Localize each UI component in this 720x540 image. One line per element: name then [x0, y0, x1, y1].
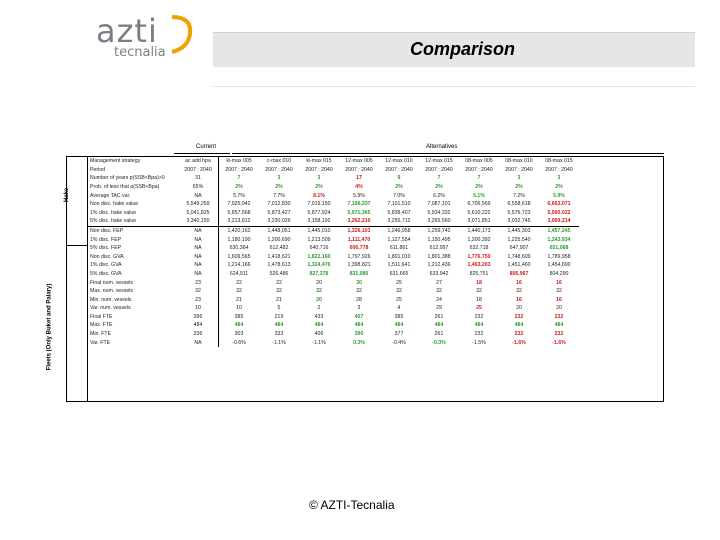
table-cell: 261	[434, 331, 444, 338]
table-cell: 20	[556, 305, 562, 312]
table-cell: 9	[397, 175, 401, 182]
side-label-hake: Hake	[64, 187, 71, 203]
table-cell: 08-max 015	[539, 157, 579, 166]
table-cell: 16	[516, 279, 522, 286]
table-cell: 1,801,388	[427, 253, 451, 260]
table-cell: -0.4%	[392, 339, 406, 346]
table-cell: 21	[236, 296, 242, 303]
table-cell: 630,364	[229, 245, 249, 252]
table-cell: 1,478,613	[267, 262, 291, 269]
table-cell: 484	[354, 322, 364, 329]
table-cell: 3	[517, 175, 521, 182]
table-cell: 484	[234, 322, 244, 329]
table-cell: 1,822,160	[307, 253, 331, 260]
table-cell: 3	[277, 175, 281, 182]
table-cell: 396	[178, 313, 219, 322]
table-cell: 5.9%	[353, 192, 365, 199]
table-cell: 08-max 010	[499, 157, 539, 166]
table-cell: 32	[556, 288, 562, 295]
row-label: Max. FTE	[90, 322, 113, 329]
group-alternatives-label: Alternatives	[426, 144, 458, 150]
table-cell: 30	[356, 279, 362, 286]
table-cell: 611,861	[389, 245, 409, 252]
table-cell: 32	[396, 288, 402, 295]
table-cell: 3,255,712	[387, 218, 411, 225]
table-cell: 5,041,825	[178, 209, 219, 218]
table-cell: 16	[516, 296, 522, 303]
table-cell: 2007 : 2040	[225, 166, 253, 173]
group-alternatives-rule	[232, 153, 664, 154]
table-cell: -0.3%	[432, 339, 446, 346]
table-cell: 1,451,460	[507, 262, 531, 269]
table-cell: 10	[178, 304, 219, 313]
table-cell: 29	[436, 305, 442, 312]
table-cell: NA	[178, 270, 219, 279]
table-cell: 5,934,332	[427, 209, 451, 216]
table-cell: 3,230,026	[267, 218, 291, 225]
table-cell: 1,225,540	[507, 236, 531, 243]
table-cell: NA	[178, 235, 219, 244]
table-cell: 5.9%	[553, 192, 565, 199]
table-cell: 16	[556, 279, 562, 286]
table-cell: 1,776,750	[467, 253, 491, 260]
table-cell: 1,214,166	[227, 262, 251, 269]
table-cell: NA	[178, 261, 219, 270]
table-cell: 377	[394, 331, 404, 338]
table-cell: -1.6%	[552, 339, 566, 346]
table-cell: 5,971,365	[347, 209, 371, 216]
row-label: Period	[90, 166, 105, 173]
table-cell: 1,445,010	[299, 226, 339, 235]
table-cell: 4%	[355, 183, 363, 190]
row-label: 1% disc. hake value	[90, 209, 137, 216]
side-label-fleets: Fleets (Only Buket and Palary)	[46, 283, 53, 371]
table-cell: NA	[178, 338, 219, 347]
table-cell: 7,019,150	[307, 201, 331, 208]
table-cell: 2%	[555, 183, 563, 190]
table-cell: 232	[554, 313, 564, 320]
table-cell: 612,997	[429, 245, 449, 252]
table-cell: 1,200,392	[467, 236, 491, 243]
table-cell: 484	[554, 322, 564, 329]
table-cell: 1,789,958	[547, 253, 571, 260]
table-cell: 303	[234, 331, 244, 338]
table-cell: 5.1%	[473, 192, 485, 199]
table-cell: 1,609,565	[227, 253, 251, 260]
table-cell: -1.1%	[272, 339, 286, 346]
table-cell: 32	[436, 288, 442, 295]
row-label: Non disc. GVA	[90, 253, 124, 260]
table-cell: 7.7%	[273, 192, 285, 199]
table-cell: 526,486	[269, 270, 289, 277]
table-cell: 3,071,851	[467, 218, 491, 225]
row-label: Var. num. vessels	[90, 305, 131, 312]
table-cell: 23	[178, 278, 219, 287]
table-cell: 484	[514, 322, 524, 329]
table-cell: 3	[357, 305, 361, 312]
row-label: Management strategy	[88, 157, 178, 166]
table-cell: 633,942	[429, 270, 449, 277]
table-cell: -1.6%	[512, 339, 526, 346]
table-cell: 25	[396, 296, 402, 303]
table-cell: 2%	[235, 183, 243, 190]
table-cell: 385	[234, 313, 244, 320]
table-cell: 651,068	[549, 245, 569, 252]
table-cell: 3,262,210	[347, 218, 371, 225]
table-cell: 1,243,934	[547, 236, 571, 243]
row-label: Max. num. vessels	[90, 288, 133, 295]
table-cell: 2007 : 2040	[305, 166, 333, 173]
table-cell: 17	[356, 175, 362, 182]
table-cell: 3	[557, 175, 561, 182]
table-cell: 336	[178, 330, 219, 339]
table-cell: 3,340,150	[178, 217, 219, 226]
table-cell: 484	[178, 321, 219, 330]
table-cell: 12-max 010	[379, 157, 419, 166]
table-cell: 20	[516, 305, 522, 312]
table-cell: 1,111,470	[347, 236, 371, 243]
table-cell: 32	[476, 288, 482, 295]
table-cell: 484	[474, 322, 484, 329]
table-cell: 1,463,203	[467, 262, 491, 269]
table-cell: 1,127,554	[387, 236, 411, 243]
table-cell: 25	[396, 279, 402, 286]
table-cell: 18	[476, 296, 482, 303]
table-cell: 12-max 015	[419, 157, 459, 166]
table-cell: 1,324,476	[307, 262, 331, 269]
row-label: Final num. vessels	[90, 279, 133, 286]
table-cell: 2%	[275, 183, 283, 190]
table-cell: 1,454,690	[547, 262, 571, 269]
table-cell: NA	[178, 226, 219, 235]
table-cell: 18	[476, 279, 482, 286]
table-cell: 1,259,742	[419, 226, 459, 235]
title-divider	[213, 86, 695, 87]
table-cell: 1,212,436	[427, 262, 451, 269]
table-cell: 385	[394, 313, 404, 320]
table-cell: 2%	[475, 183, 483, 190]
logo-arc-icon	[166, 14, 196, 54]
table-cell: 624,911	[229, 270, 249, 277]
table-cell: -0.6%	[232, 339, 246, 346]
table-cell: 6,706,569	[467, 201, 491, 208]
table-cell: 1,200,690	[267, 236, 291, 243]
table-cell: 1,180,190	[227, 236, 251, 243]
table-cell: 1,420,162	[219, 226, 260, 235]
table-cell: 2007 : 2040	[465, 166, 493, 173]
table-cell: 3,213,812	[227, 218, 251, 225]
table-cell: 6.2%	[433, 192, 445, 199]
table-cell: 32	[516, 288, 522, 295]
table-cell: 5,873,427	[267, 209, 291, 216]
table-cell: 27	[436, 279, 442, 286]
table-cell: 22	[276, 279, 282, 286]
table-cell: 1,246,958	[379, 226, 419, 235]
row-label: Number of years p(SSB<Bpa)>0	[90, 175, 165, 182]
table-cell: 232	[554, 331, 564, 338]
table-cell: 2007 : 2040	[265, 166, 293, 173]
table-cell: 484	[274, 322, 284, 329]
table-cell: 7.2%	[513, 192, 525, 199]
table-cell: 232	[474, 331, 484, 338]
table-cell: 5,838,407	[387, 209, 411, 216]
footer-copyright: © AZTI-Tecnalia	[309, 498, 395, 512]
table-cell: 32	[356, 288, 362, 295]
row-label: Final FTE	[90, 313, 113, 320]
table-cell: 2%	[395, 183, 403, 190]
row-label: 5% disc. hake value	[90, 218, 137, 225]
table-cell: 5.7%	[233, 192, 245, 199]
table-cell: 5,857,568	[227, 209, 251, 216]
table-cell: 484	[434, 322, 444, 329]
table-cell: 32	[276, 288, 282, 295]
table-cell: 3,265,560	[427, 218, 451, 225]
table-cell: 16	[556, 296, 562, 303]
table-cell: 24	[436, 296, 442, 303]
table-cell: 2%	[435, 183, 443, 190]
table-cell: 20	[316, 296, 322, 303]
table-cell: -1.1%	[312, 339, 326, 346]
logo-main-text: azti	[96, 12, 158, 50]
table-cell: 640,716	[309, 245, 329, 252]
table-cell: 232	[514, 331, 524, 338]
table-cell: 2007 : 2040	[505, 166, 533, 173]
table-cell: 7	[237, 175, 241, 182]
table-cell: 484	[394, 322, 404, 329]
row-label: Non disc. FEP	[88, 226, 178, 235]
table-cell: 3,069,214	[547, 218, 571, 225]
table-cell: 6,558,618	[507, 201, 531, 208]
table-cell: 2%	[315, 183, 323, 190]
table-cell: c-max 010	[259, 157, 299, 166]
group-current-rule	[174, 153, 230, 154]
table-cell: 390	[354, 331, 364, 338]
table-cell: 5,560,022	[547, 209, 571, 216]
comparison-table-region	[46, 144, 664, 408]
table-cell: 7	[437, 175, 441, 182]
table-cell: 612,482	[269, 245, 289, 252]
table-cell: 827,378	[309, 270, 329, 277]
table-cell: 6,663,071	[547, 201, 571, 208]
table-cell: 1,440,173	[459, 226, 499, 235]
table-cell: 28	[356, 296, 362, 303]
table-cell: 31	[178, 174, 219, 183]
table-cell: 647,907	[509, 245, 529, 252]
table-cell: 2007 : 2040	[345, 166, 373, 173]
row-label: Min. num. vessels	[90, 296, 132, 303]
table-cell: 22	[236, 279, 242, 286]
table-cell: 484	[314, 322, 324, 329]
table-cell: 1,326,103	[339, 226, 379, 235]
table-cell: 1,418,621	[267, 253, 291, 260]
table-cell: 1,150,495	[427, 236, 451, 243]
table-cell: 7,106,337	[347, 201, 371, 208]
title-bar	[213, 32, 695, 67]
table-cell: ki-max 005	[219, 157, 260, 166]
table-cell: 3,032,745	[507, 218, 531, 225]
table-cell: 333	[274, 331, 284, 338]
table-cell: 7,012,830	[267, 201, 291, 208]
side-column-divider	[87, 156, 88, 402]
row-label: Min. FTE	[90, 331, 112, 338]
table-cell: 631,665	[389, 270, 409, 277]
table-cell: -1.5%	[472, 339, 486, 346]
table-cell: NA	[178, 253, 219, 262]
table-cell: 7.0%	[393, 192, 405, 199]
table-cell: 20	[316, 279, 322, 286]
table-cell: 261	[434, 313, 444, 320]
table-cell: 407	[354, 313, 364, 320]
table-cell: 1,801,010	[387, 253, 411, 260]
table-cell: 32	[236, 288, 242, 295]
table-cell: 1,213,509	[307, 236, 331, 243]
side-separator	[66, 245, 88, 246]
table-cell: 5	[277, 305, 281, 312]
table-cell: 5,576,723	[507, 209, 531, 216]
page-title: Comparison	[409, 39, 515, 59]
table-cell: 804,290	[549, 270, 569, 277]
table-cell: 10	[236, 305, 242, 312]
table-cell: 2007 : 2040	[545, 166, 573, 173]
table-cell: 1,511,641	[387, 262, 411, 269]
table-cell: 232	[514, 313, 524, 320]
table-cell: 32	[316, 288, 322, 295]
table-cell: 806,967	[509, 270, 529, 277]
row-label: 5% disc. GVA	[90, 270, 122, 277]
table-cell: 7,101,510	[387, 201, 411, 208]
table-cell: NA	[178, 191, 219, 200]
table-cell: 5,610,222	[467, 209, 491, 216]
table-cell: 1,445,303	[499, 226, 539, 235]
row-label: 1% disc. GVA	[90, 262, 122, 269]
row-label: 1% disc. FEP	[90, 236, 122, 243]
table-cell: 7,087,101	[427, 201, 451, 208]
table-cell: 5,549,259	[178, 200, 219, 209]
table-cell: 8.1%	[313, 192, 325, 199]
table-cell: 606,778	[349, 245, 369, 252]
table-cell: ac add hpa	[178, 157, 219, 166]
table-cell: 2007 : 2040	[385, 166, 413, 173]
row-label: Var. FTE	[90, 339, 111, 346]
logo-sub-text: tecnalia	[114, 45, 166, 60]
table-cell: 1,797,926	[347, 253, 371, 260]
table-cell: 219	[274, 313, 284, 320]
table-cell: 1,398,821	[347, 262, 371, 269]
table-cell: 25	[476, 305, 482, 312]
table-frame	[66, 156, 664, 402]
table-cell: 65%	[178, 183, 219, 192]
table-cell: 4	[397, 305, 401, 312]
table-cell: 632,718	[469, 245, 489, 252]
table-cell: 23	[178, 296, 219, 305]
table-cell: 2007 : 2040	[425, 166, 453, 173]
table-cell: 1,448,051	[259, 226, 299, 235]
group-current-label: Current	[196, 144, 217, 150]
table-cell: 0.3%	[353, 339, 365, 346]
table-cell: 3,158,192	[307, 218, 331, 225]
table-cell: 831,086	[349, 270, 369, 277]
table-cell: 08-max 005	[459, 157, 499, 166]
table-cell: 2%	[515, 183, 523, 190]
row-label: 5% disc. FEP	[90, 245, 122, 252]
row-label: Prob. of less that p(SSB<Bpa)	[90, 183, 160, 190]
table-cell: 21	[276, 296, 282, 303]
table-cell: 2007 : 2040	[178, 166, 219, 175]
row-label: Average TAC var.	[90, 192, 131, 199]
row-label: Non disc. hake value	[90, 201, 139, 208]
table-cell: 1,748,609	[507, 253, 531, 260]
table-cell: 12-max 005	[339, 157, 379, 166]
table-cell: 3	[317, 175, 321, 182]
table-cell: 406	[314, 331, 324, 338]
table-cell: 2	[317, 305, 321, 312]
table-cell: 7	[477, 175, 481, 182]
table-cell: 433	[314, 313, 324, 320]
table-cell: 32	[178, 287, 219, 296]
table-cell: 5,877,924	[307, 209, 331, 216]
table-cell: 232	[474, 313, 484, 320]
table-cell: NA	[178, 244, 219, 253]
table-cell: 825,751	[469, 270, 489, 277]
table-cell: 7,025,942	[227, 201, 251, 208]
azti-logo	[92, 14, 202, 58]
table-cell: ki-max 015	[299, 157, 339, 166]
table-cell: 1,457,245	[539, 226, 579, 235]
